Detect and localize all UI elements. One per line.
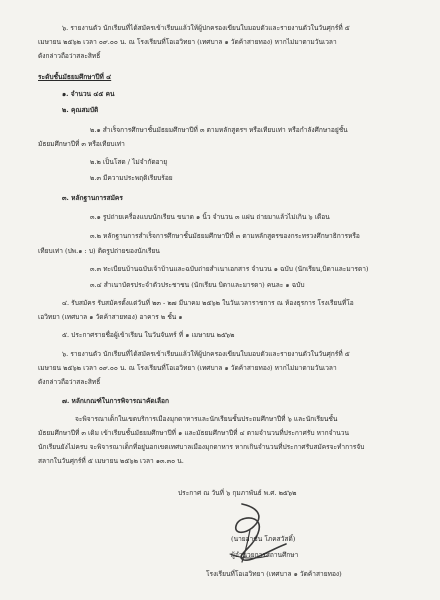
item-2: ๒. คุณสมบัติ: [62, 106, 99, 114]
p6b-line3: ดังกล่าวถือว่าสละสิทธิ์: [38, 378, 101, 386]
criteria-line1: จะพิจารณาเด็กในเขตบริการเมืองมุกดาหารและนักเรียนชั้นประถมศึกษาปีที่ ๖ และนักเรียนชั้น: [75, 415, 338, 423]
evidence-3-4: ๓.๔ สำเนาบัตรประจำตัวประชาชน (นักเรียน บิดาและมารดา) คนละ ๑ ฉบับ: [90, 281, 305, 289]
item-4a: ๔. รับสมัคร รับสมัครตั้งแต่วันที่ ๒๓ - ๒๗ มีนาคม ๒๕๖๒ ในวันเวลาราชการ ณ ห้องธุรการ โรงเรียนที่โอ: [62, 299, 354, 307]
item-7: ๗. หลักเกณฑ์ในการพิจารณาคัดเลือก: [62, 397, 169, 405]
criteria-line4: สลากในวันศุกร์ที่ ๕ เมษายน ๒๕๖๒ เวลา ๑๓.๓๐ น.: [38, 457, 184, 465]
p6b-line1: ๖. รายงานตัว นักเรียนที่ได้สมัครเข้าเรียนแล้วให้ผู้ปกครองเขียนใบมอบตัวและรายงานตัวในวันศุกร์ที่ ๕: [62, 350, 350, 358]
qualification-2-1a: ๒.๑ สำเร็จการศึกษาชั้นมัธยมศึกษาปีที่ ๓ ตามหลักสูตรฯ หรือเทียบเท่า หรือกำลังศึกษาอยู่ชั้น: [90, 126, 348, 134]
p6-intro-line2: เมษายน ๒๕๖๒ เวลา ๐๙.๐๐ น. ณ โรงเรียนที่โอเอวิทยา (เทศบาล ๑ วัดค้าสายทอง) หากไม่มาตามวันเวลา: [38, 38, 337, 46]
p6b-line2: เมษายน ๒๕๖๒ เวลา ๐๙.๐๐ น. ณ โรงเรียนที่โอเอวิทยา (เทศบาล ๑ วัดค้าสายทอง) หากไม่มาตามวันเวลา: [38, 364, 337, 372]
criteria-line3: นักเรียนยังไม่ครบ จะพิจารณาเด็กที่อยู่นอกเขตเทศบาลเมืองมุกดาหาร หากเกินจำนวนที่ประกาศรับสมัครจะทำการจับ: [38, 443, 365, 451]
criteria-line2: มัธยมศึกษาปีที่ ๓ เดิม เข้าเรียนชั้นมัธยมศึกษาปีที่ ๑ และมัธยมศึกษาปีที่ ๔ ตามจำนวนที่ประกาศรับ หากจำนวน: [38, 429, 349, 437]
qualification-2-2: ๒.๒ เป็นโสด / ไม่จำกัดอายุ: [90, 158, 168, 166]
item-4b: เอวิทยา (เทศบาล ๑ วัดค้าสายทอง) อาคาร ๒ ชั้น ๑: [38, 313, 183, 321]
p6-intro-line1: ๖. รายงานตัว นักเรียนที่ได้สมัครเข้าเรียนแล้วให้ผู้ปกครองเขียนใบมอบตัวและรายงานตัวในวันศุกร์ที่ ๕: [62, 24, 350, 32]
announce-date: ประกาศ ณ วันที่ ๖ กุมภาพันธ์ พ.ศ. ๒๕๖๒: [178, 489, 297, 497]
signer-title: ผู้อำนวยการสถานศึกษา: [231, 551, 299, 559]
p6-intro-line3: ดังกล่าวถือว่าสละสิทธิ์: [38, 52, 101, 60]
qualification-2-3: ๒.๓ มีความประพฤติเรียบร้อย: [90, 174, 173, 182]
evidence-3-2a: ๓.๒ หลักฐานการสำเร็จการศึกษาชั้นมัธยมศึกษาปีที่ ๓ ตามหลักสูตรของกระทรวงศึกษาธิการหรือ: [90, 232, 360, 240]
evidence-3-2b: เทียบเท่า (ปพ.๑ : บ) ติดรูปถ่ายของนักเรียน: [38, 247, 160, 255]
signer-name: (นายอาชัน โภคสวัสดิ์): [231, 535, 296, 543]
school-line: โรงเรียนที่โอเอวิทยา (เทศบาล ๑ วัดค้าสายทอง): [206, 570, 342, 578]
item-1: ๑. จำนวน ๔๕ คน: [62, 90, 115, 98]
section-heading: ระดับชั้นมัธยมศึกษาปีที่ ๔: [38, 73, 112, 81]
evidence-3-3: ๓.๓ ทะเบียนบ้านฉบับเจ้าบ้านและฉบับถ่ายสำเนาเอกสาร จำนวน ๑ ฉบับ (นักเรียน,บิดาและมารดา): [90, 265, 369, 273]
item-5: ๕. ประกาศรายชื่อผู้เข้าเรียน ในวันจันทร์ ที่ ๑ เมษายน ๒๕๖๒: [62, 331, 235, 339]
item-3: ๓. หลักฐานการสมัคร: [62, 194, 123, 202]
evidence-3-1: ๓.๑ รูปถ่ายเครื่องแบบนักเรียน ขนาด ๑ นิ้ว จำนวน ๓ แผ่น ถ่ายมาแล้วไม่เกิน ๖ เดือน: [90, 213, 330, 221]
qualification-2-1b: มัธยมศึกษาปีที่ ๓ หรือเทียบเท่า: [38, 140, 125, 148]
